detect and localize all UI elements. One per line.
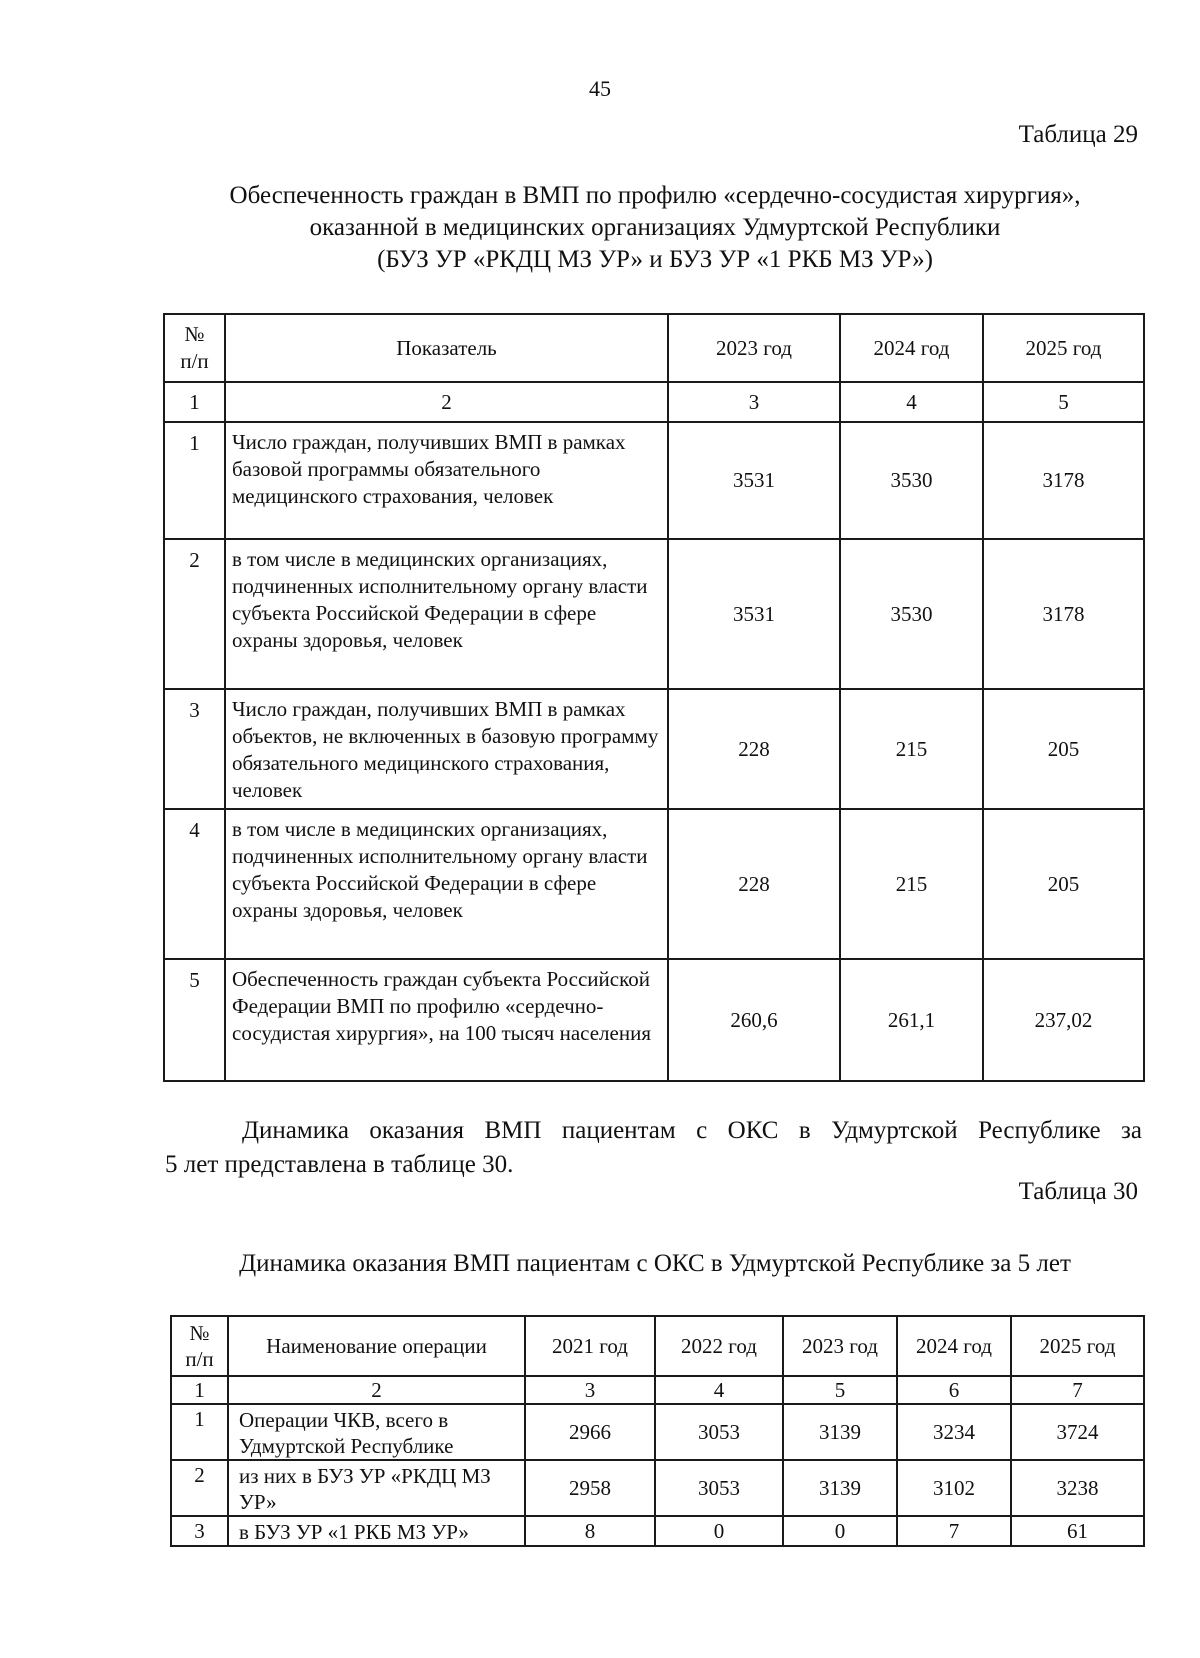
- paragraph-line-1: Динамика оказания ВМП пациентам с ОКС в Удмуртской Республике за: [242, 1117, 1142, 1144]
- table-30: [170, 1315, 1145, 1547]
- row-number: 3: [171, 1516, 228, 1546]
- row-value: 3139: [783, 1460, 897, 1516]
- row-value: 205: [983, 809, 1144, 959]
- row-value: 3530: [840, 539, 983, 689]
- table-row: [164, 809, 1144, 959]
- row-value: 3531: [668, 539, 840, 689]
- table-row: [164, 422, 1144, 539]
- caption-line-1: Динамика оказания ВМП пациентам с ОКС в Удмуртской Республике за 5 лет: [239, 1250, 1071, 1277]
- row-value: 0: [783, 1516, 897, 1546]
- table-30-label: Таблица 30: [1018, 1178, 1138, 1205]
- row-value: 3053: [655, 1404, 783, 1460]
- column-number: 1: [164, 382, 225, 422]
- table-row: [164, 689, 1144, 809]
- row-value: 2958: [525, 1460, 655, 1516]
- caption-line-2: оказанной в медицинских организациях Удмуртской Республики: [309, 214, 1001, 241]
- page-number: 45: [589, 76, 611, 101]
- row-indicator: в том числе в медицинских организациях, подчиненных исполнительному органу власти субъекта Российской Федерации в сфере охраны здоровья, человек: [225, 809, 668, 959]
- table-header-row: [164, 314, 1144, 382]
- table-29-label: Таблица 29: [1018, 121, 1138, 148]
- header-year: 2024 год: [840, 314, 983, 382]
- row-operation: в БУЗ УР «1 РКБ МЗ УР»: [228, 1516, 525, 1546]
- row-indicator: Число граждан, получивших ВМП в рамках базовой программы обязательного медицинского страхования, человек: [225, 422, 668, 539]
- row-value: 3234: [897, 1404, 1011, 1460]
- row-value: 3531: [668, 422, 840, 539]
- row-number: 5: [164, 959, 225, 1081]
- row-indicator: Число граждан, получивших ВМП в рамках объектов, не включенных в базовую программу обязательного медицинского страхования, человек: [225, 689, 668, 809]
- header-year: 2024 год: [897, 1316, 1011, 1376]
- column-number: 3: [525, 1376, 655, 1404]
- paragraph-line-2: 5 лет представлена в таблице 30.: [165, 1151, 514, 1178]
- column-number: 5: [783, 1376, 897, 1404]
- column-number: 4: [655, 1376, 783, 1404]
- caption-line-1: Обеспеченность граждан в ВМП по профилю «сердечно-сосудистая хирургия»,: [229, 182, 1081, 209]
- table-row: [171, 1516, 1144, 1546]
- row-value: 215: [840, 809, 983, 959]
- column-number: 2: [225, 382, 668, 422]
- row-value: 3178: [983, 422, 1144, 539]
- header-number: № п/п: [171, 1316, 228, 1376]
- column-number: 5: [983, 382, 1144, 422]
- row-value: 260,6: [668, 959, 840, 1081]
- column-number: 6: [897, 1376, 1011, 1404]
- header-year: 2023 год: [668, 314, 840, 382]
- row-indicator: в том числе в медицинских организациях, подчиненных исполнительному органу власти субъекта Российской Федерации в сфере охраны здоровья, человек: [225, 539, 668, 689]
- row-value: 237,02: [983, 959, 1144, 1081]
- row-number: 3: [164, 689, 225, 809]
- header-year: 2022 год: [655, 1316, 783, 1376]
- row-value: 228: [668, 809, 840, 959]
- table-header-row: [171, 1316, 1144, 1376]
- row-value: 3102: [897, 1460, 1011, 1516]
- table-row: [164, 959, 1144, 1081]
- table-29-caption: [160, 180, 1150, 276]
- body-paragraph: [165, 1114, 1142, 1182]
- column-number: 2: [228, 1376, 525, 1404]
- header-year: 2023 год: [783, 1316, 897, 1376]
- header-operation: Наименование операции: [228, 1316, 525, 1376]
- row-number: 1: [164, 422, 225, 539]
- header-number: № п/п: [164, 314, 225, 382]
- row-value: 3178: [983, 539, 1144, 689]
- header-year: 2021 год: [525, 1316, 655, 1376]
- row-value: 3139: [783, 1404, 897, 1460]
- header-year: 2025 год: [1011, 1316, 1144, 1376]
- caption-line-3: (БУЗ УР «РКДЦ МЗ УР» и БУЗ УР «1 РКБ МЗ УР»): [377, 246, 933, 273]
- row-number: 2: [171, 1460, 228, 1516]
- table-30-caption: [160, 1248, 1150, 1280]
- row-operation: Операции ЧКВ, всего в Удмуртской Республике: [228, 1404, 525, 1460]
- table-row: [171, 1460, 1144, 1516]
- row-number: 1: [171, 1404, 228, 1460]
- row-operation: из них в БУЗ УР «РКДЦ МЗ УР»: [228, 1460, 525, 1516]
- row-value: 2966: [525, 1404, 655, 1460]
- column-number: 4: [840, 382, 983, 422]
- header-year: 2025 год: [983, 314, 1144, 382]
- column-number: 7: [1011, 1376, 1144, 1404]
- row-value: 3053: [655, 1460, 783, 1516]
- row-value: 7: [897, 1516, 1011, 1546]
- row-value: 3238: [1011, 1460, 1144, 1516]
- table-row: [171, 1404, 1144, 1460]
- row-value: 3530: [840, 422, 983, 539]
- row-indicator: Обеспеченность граждан субъекта Российской Федерации ВМП по профилю «сердечно-сосудистая хирургия», на 100 тысяч населения: [225, 959, 668, 1081]
- row-value: 61: [1011, 1516, 1144, 1546]
- row-value: 228: [668, 689, 840, 809]
- row-value: 3724: [1011, 1404, 1144, 1460]
- row-number: 2: [164, 539, 225, 689]
- column-number: 1: [171, 1376, 228, 1404]
- column-number-row: [171, 1376, 1144, 1404]
- row-value: 215: [840, 689, 983, 809]
- row-value: 8: [525, 1516, 655, 1546]
- row-value: 261,1: [840, 959, 983, 1081]
- table-row: [164, 539, 1144, 689]
- header-indicator: Показатель: [225, 314, 668, 382]
- column-number-row: [164, 382, 1144, 422]
- row-value: 0: [655, 1516, 783, 1546]
- row-value: 205: [983, 689, 1144, 809]
- table-29: [163, 313, 1145, 1082]
- column-number: 3: [668, 382, 840, 422]
- row-number: 4: [164, 809, 225, 959]
